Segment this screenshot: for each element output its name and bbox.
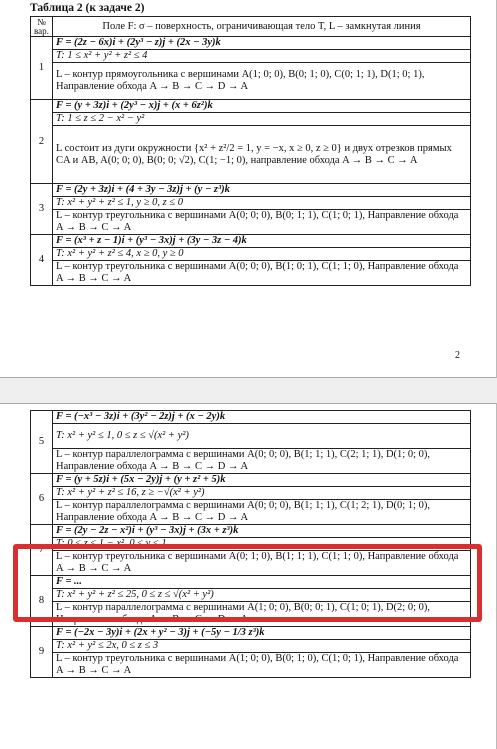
variant-8-line-1 [31, 576, 471, 589]
field-formula: F = (x³ + z − 1)i + (y³ − 3x)j + (3y − 3z − 4)k [53, 235, 471, 248]
variant-9-line-3 [31, 653, 471, 678]
variant-5-line-1 [31, 411, 471, 424]
field-formula: F = (−x³ − 3z)i + (3y² − 2z)j + (x − 2y)k [53, 411, 471, 424]
variant-5-line-2 [31, 424, 471, 449]
variants-table-bottom [30, 410, 471, 678]
variant-6-line-2 [31, 487, 471, 500]
variant-8-line-2 [31, 589, 471, 602]
variant-9-line-1 [31, 627, 471, 640]
contour-description: L – контур треугольника с вершинами A(0; 0; 0), B(0; 1; 1), C(1; 0; 1), Направление обхода A → B → C → A [53, 210, 471, 235]
field-formula: F = (2y − 2z − x²)i + (y³ − 3x)j + (3x + z³)k [53, 525, 471, 538]
field-formula: F = ... [53, 576, 471, 589]
page-number: 2 [455, 350, 460, 361]
variant-number: 5 [31, 411, 53, 474]
variant-number: 9 [31, 627, 53, 678]
body-definition: T: 1 ≤ x² + y² + z² ≤ 4 [53, 50, 471, 63]
variant-1-line-2 [31, 50, 471, 63]
variant-6-line-1 [31, 474, 471, 487]
variant-3-line-3 [31, 210, 471, 235]
variant-number: 4 [31, 235, 53, 286]
variant-7-line-2 [31, 538, 471, 551]
page-gap [0, 378, 497, 403]
body-definition: T: 1 ≤ z ≤ 2 − x² − y² [53, 113, 471, 126]
variant-2-line-3 [31, 126, 471, 184]
variant-3-line-2 [31, 197, 471, 210]
variant-7-line-3 [31, 551, 471, 576]
variant-4-line-3 [31, 261, 471, 286]
table-caption: Таблица 2 (к задаче 2) [30, 2, 145, 14]
variant-number: 2 [31, 100, 53, 184]
variant-9-line-2 [31, 640, 471, 653]
variants-table-top [30, 16, 471, 286]
variant-1-line-1 [31, 37, 471, 50]
field-formula: F = (y + 3z)i + (2y³ − x)j + (x + 6z²)k [53, 100, 471, 113]
variant-number: 7 [31, 525, 53, 576]
variant-3-line-1 [31, 184, 471, 197]
body-definition: T: x² + y² + z² ≤ 25, 0 ≤ z ≤ √(x² + y²) [53, 589, 471, 602]
contour-description: L – контур параллелограмма с вершинами A(0; 0; 0), B(1; 1; 1), C(1; 2; 1), D(0; 1; 0), Направление обхода A → B → C → D → A [53, 500, 471, 525]
page-sheet-2 [0, 403, 497, 749]
variant-number: 6 [31, 474, 53, 525]
body-definition: T: x² + y² + z² ≤ 16, z ≥ −√(x² + y²) [53, 487, 471, 500]
contour-description: L – контур прямоугольника с вершинами A(1; 0; 0), B(0; 1; 0), C(0; 1; 1), D(1; 0; 1), Направление обхода A → B → C → D → A [53, 63, 471, 100]
variant-4-line-1 [31, 235, 471, 248]
field-formula: F = (−2x − 3y)i + (2x + y² − 3)j + (−5y − 1/3 z³)k [53, 627, 471, 640]
variant-2-line-1 [31, 100, 471, 113]
variant-8-line-3 [31, 602, 471, 627]
variant-7-line-1 [31, 525, 471, 538]
variant-number: 3 [31, 184, 53, 235]
variant-1-line-3 [31, 63, 471, 100]
body-definition: T: 0 ≤ z ≤ 1 − x², 0 ≤ y ≤ 1 [53, 538, 471, 551]
contour-description: L – контур треугольника с вершинами A(0; 0; 0), B(1; 0; 1), C(1; 1; 0), Направление обхода A → B → C → A [53, 261, 471, 286]
header-variant-number: № вар. [31, 17, 53, 37]
contour-description: L – контур треугольника с вершинами A(0; 1; 0), B(1; 1; 1), C(1; 1; 0), Направление обхода A → B → C → A [53, 551, 471, 576]
variant-4-line-2 [31, 248, 471, 261]
field-formula: F = (y + 5z)i + (5x − 2y)j + (y + z² + 5)k [53, 474, 471, 487]
field-formula: F = (2y + 3z)i + (4 + 3y − 3z)j + (y − z³)k [53, 184, 471, 197]
contour-description: L – контур параллелограмма с вершинами A(0; 0; 0), B(1; 1; 1), C(2; 1; 1), D(1; 0; 0), Направление обхода A → B → C → D → A [53, 449, 471, 474]
variant-number: 1 [31, 37, 53, 100]
header-description: Поле F: σ – поверхность, ограничивающая тело T, L – замкнутая линия [53, 17, 471, 37]
variant-2-line-2 [31, 113, 471, 126]
contour-description: L состоит из дуги окружности {x² + z²/2 = 1, y = −x, x ≥ 0, z ≥ 0} и двух отрезков прямых CA и AB, A(0; 0; 0), B(0; 0; √2), C(1; −1; 0), направление обхода A → B → C → A [53, 126, 471, 184]
variant-5-line-3 [31, 449, 471, 474]
contour-description: L – контур параллелограмма с вершинами A(1; 0; 0), B(0; 0; 1), C(1; 0; 1), D(2; 0; 0), Направление обхода A → B → C → D → A [53, 602, 471, 627]
body-definition: T: x² + y² ≤ 2x, 0 ≤ z ≤ 3 [53, 640, 471, 653]
body-definition: T: x² + y² ≤ 1, 0 ≤ z ≤ √(x² + y²) [53, 424, 471, 449]
contour-description: L – контур треугольника с вершинами A(1; 0; 0), B(0; 1; 0), C(1; 0; 1), Направление обхода A → B → C → A [53, 653, 471, 678]
field-formula: F = (2z − 6x)i + (2y³ − z)j + (2x − 3y)k [53, 37, 471, 50]
table-header-row [31, 17, 471, 37]
variant-6-line-3 [31, 500, 471, 525]
variant-number: 8 [31, 576, 53, 627]
body-definition: T: x² + y² + z² ≤ 1, y ≥ 0, z ≤ 0 [53, 197, 471, 210]
body-definition: T: x² + y² + z² ≤ 4, x ≥ 0, y ≥ 0 [53, 248, 471, 261]
